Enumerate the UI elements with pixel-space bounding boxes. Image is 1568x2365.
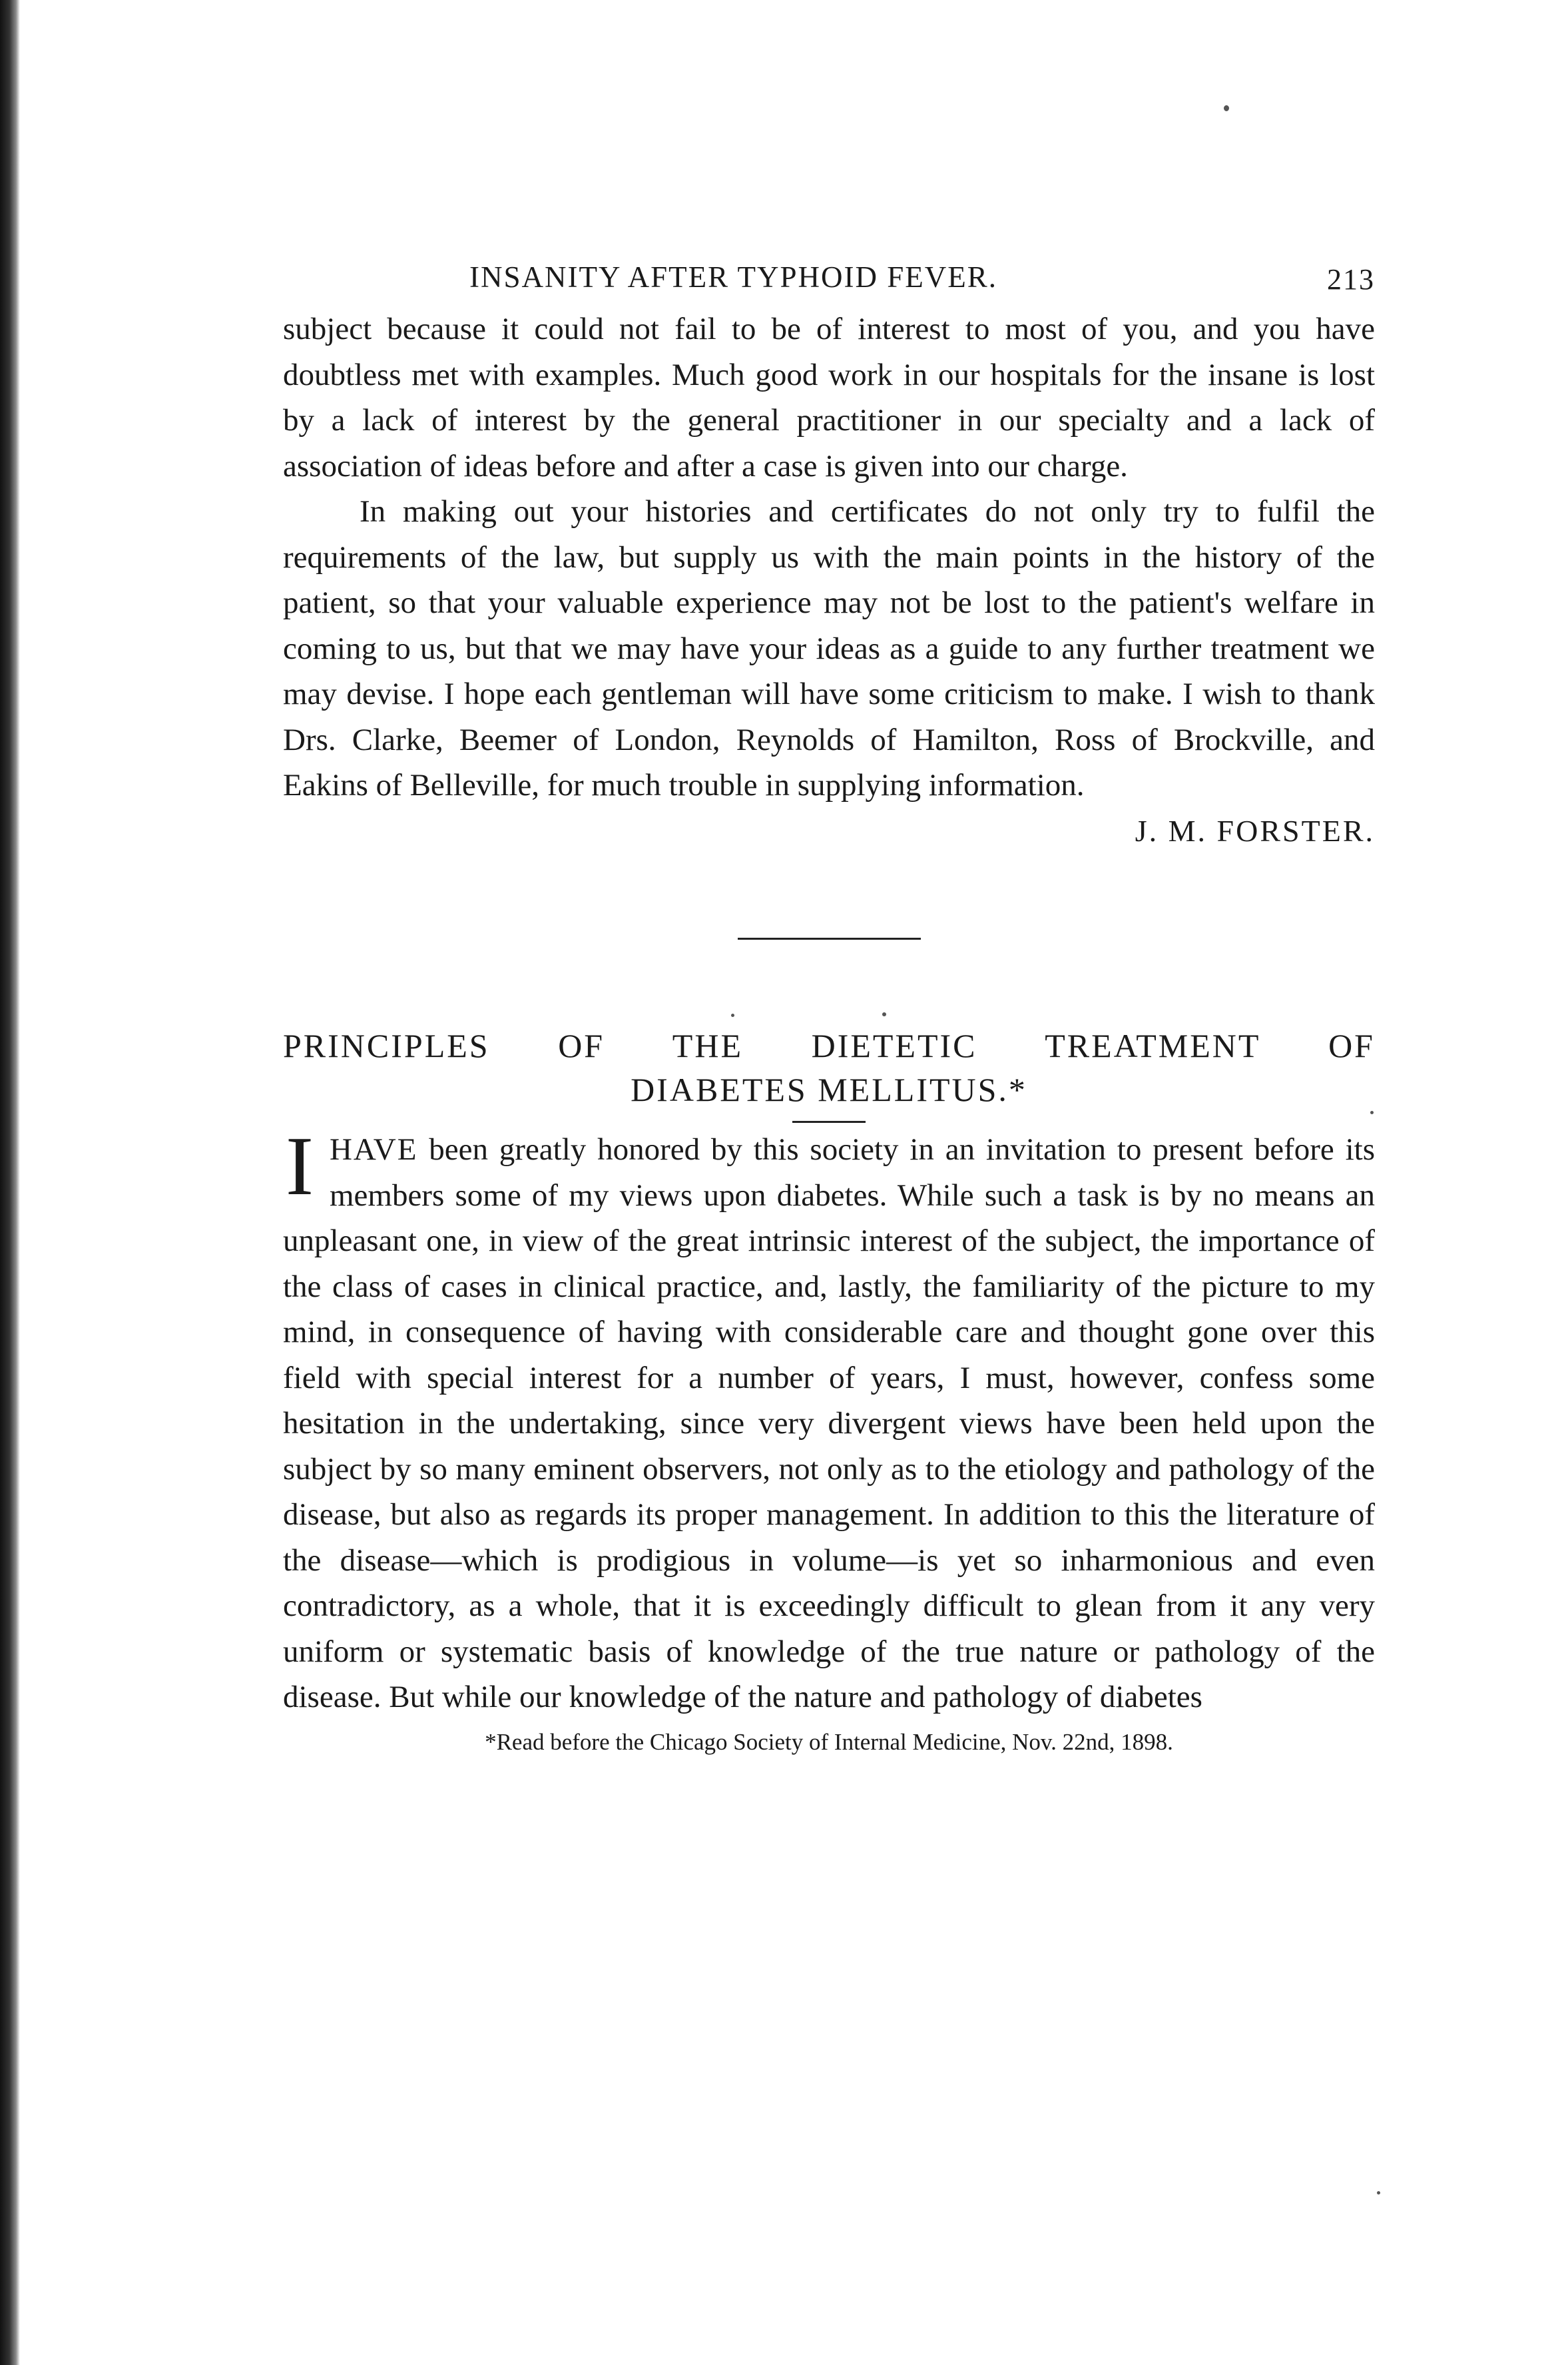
drop-cap: I — [286, 1120, 314, 1213]
running-title: INSANITY AFTER TYPHOID FEVER. — [469, 260, 998, 294]
article-body-text: been greatly honored by this society in an invitation to present before its members some of my views upon diabetes. While such a task is by no means an unpleasant one, in view of the great intrinsic interest of the subject, the importance of the class of cases in clinical practice, and, lastly, the familiarity of the picture to my mind, in consequence of having with considerable care and thought gone over this field with special interest for a number of years, I must, however, confess some hesitation in the undertaking, since very divergent views have been held upon the subject by so many eminent observers, not only as to the etiology and pathology of the disease, but also as regards its proper management. In addition to this the literature of the disease—which is prodigious in volume—is yet so inharmonious and even contradictory, as a whole, that it is exceedingly difficult to glean from it any very uniform or systematic basis of knowledge of the true nature or pathology of the disease. But while our knowledge of the nature and pathology of diabetes — [283, 1132, 1375, 1714]
print-speck — [1377, 2191, 1380, 2195]
running-head — [283, 260, 1375, 306]
title-underline — [792, 1121, 866, 1123]
print-speck — [1224, 105, 1229, 111]
page-content — [283, 260, 1375, 1759]
page-number: 213 — [1327, 263, 1375, 296]
paragraph-continuation: subject because it could not fail to be of interest to most of you, and you have doubtless met with examples. Much good work in our hospitals for the insane is lost by a lack of interest by the general practitioner in our specialty and a lack of association of ideas before and after a case is given into our charge. — [283, 312, 1375, 484]
article-title — [283, 1024, 1375, 1112]
article-title-line-1: PRINCIPLES OF THE DIETETIC TREATMENT OF — [283, 1027, 1375, 1064]
opening-word: HAVE — [329, 1132, 418, 1167]
article-title-line-2: DIABETES MELLITUS.* — [631, 1071, 1027, 1108]
article-body — [283, 1120, 1375, 1720]
author-signature: J. M. FORSTER. — [1135, 813, 1375, 848]
article-opening-paragraph — [283, 1120, 1375, 1720]
section-divider — [738, 938, 921, 940]
book-spine-edge — [0, 0, 20, 2365]
footnote: *Read before the Chicago Society of Internal Medicine, Nov. 22nd, 1898. — [485, 1728, 1173, 1755]
paragraph-histories: In making out your histories and certificates do not only try to fulfil the requirements of the law, but supply us with the main points in the history of the patient, so that your valuable experience may not be lost to the patient's welfare in coming to us, but that we may have your ideas as a guide to any further treatment we may devise. I hope each gentleman will have some criticism to make. I wish to thank Drs. Clarke, Beemer of London, Reynolds of Hamilton, Ross of Brockville, and Eakins of Belleville, for much trouble in supplying information. — [283, 494, 1375, 803]
